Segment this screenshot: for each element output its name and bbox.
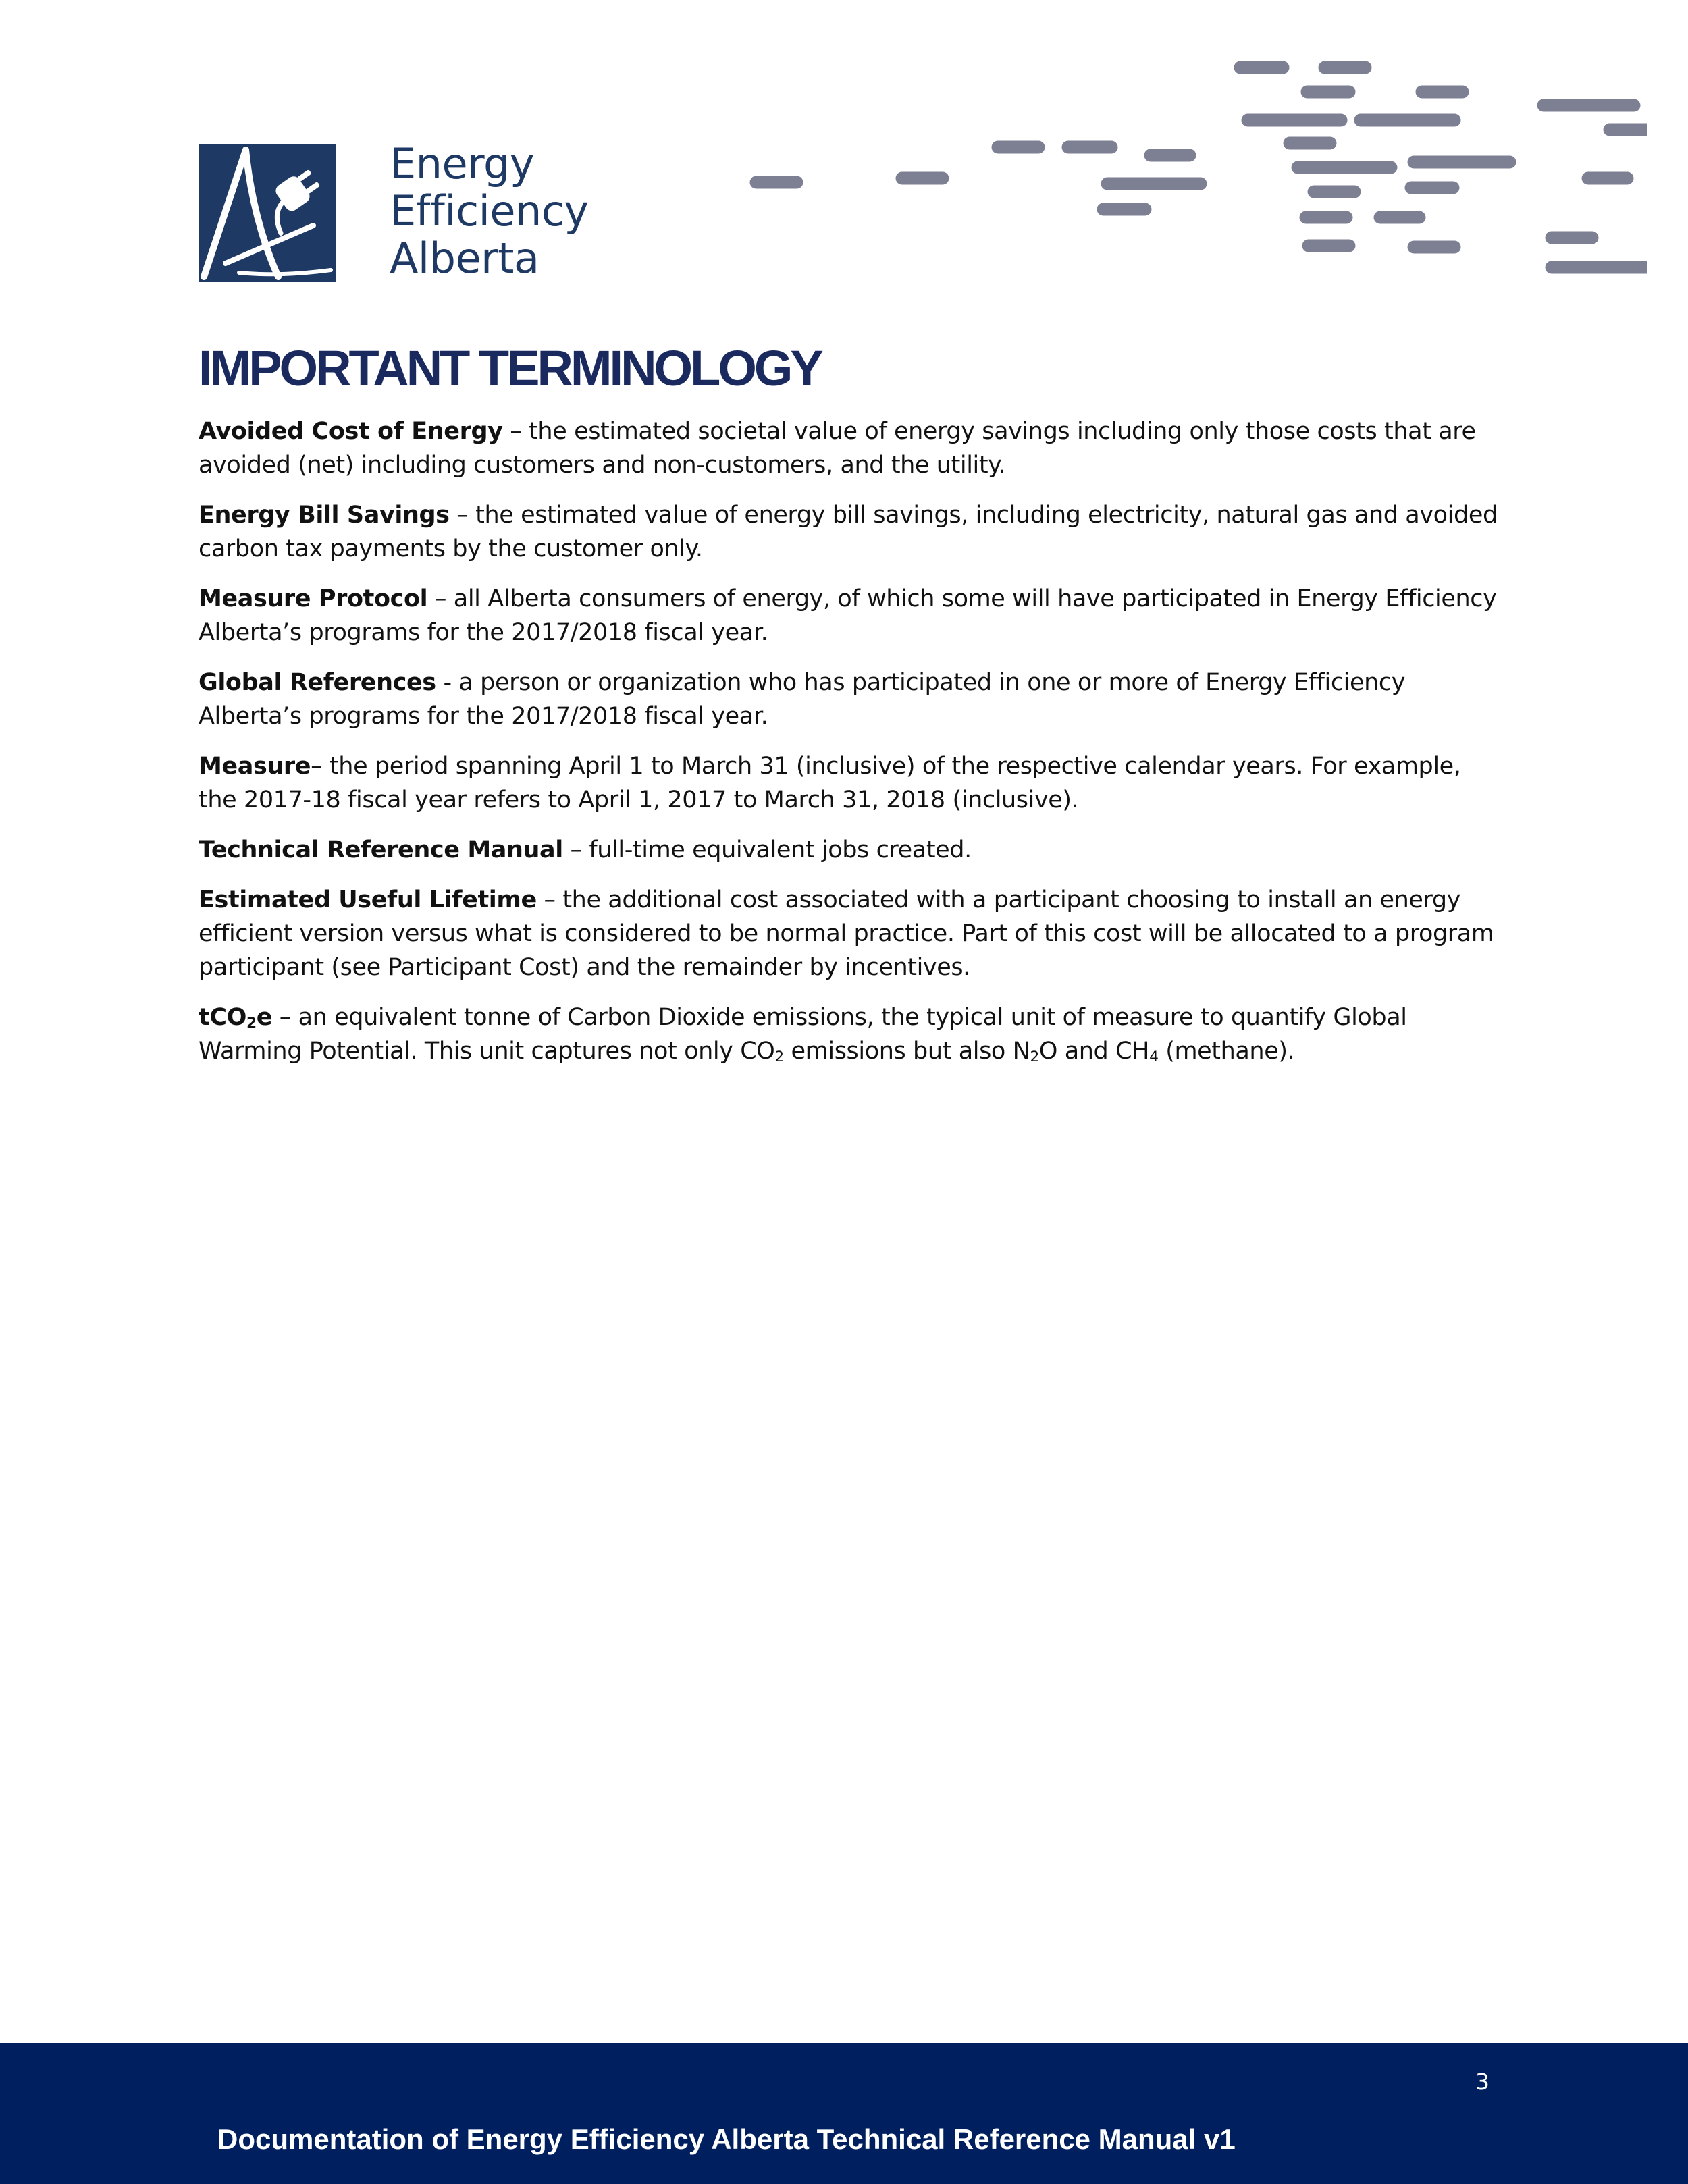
decorative-dash-pattern	[743, 54, 1647, 284]
term-definition: - a person or organization who has participated in one or more of Energy Efficiency Alberta’s programs for the 2017/2018 fiscal year.	[199, 669, 1406, 730]
term-name: Estimated Useful Lifetime	[199, 886, 537, 913]
term-name: tCO2e	[199, 1004, 273, 1032]
term-global-references	[199, 666, 1502, 733]
energy-efficiency-alberta-logo-mark	[199, 144, 336, 282]
logo-line-efficiency: Efficiency	[390, 186, 589, 236]
logo	[199, 139, 604, 283]
term-name: Avoided Cost of Energy	[199, 418, 503, 445]
term-name: Energy Bill Savings	[199, 502, 450, 529]
term-technical-reference-manual	[199, 833, 1502, 867]
term-name: Global References	[199, 669, 436, 696]
term-tco2e	[199, 1001, 1502, 1068]
term-estimated-useful-lifetime	[199, 883, 1502, 984]
term-measure	[199, 749, 1502, 817]
page-title: IMPORTANT TERMINOLOGY	[199, 340, 821, 396]
page-number: 3	[1475, 2069, 1489, 2095]
term-name: Technical Reference Manual	[199, 836, 563, 863]
logo-line-energy: Energy	[390, 139, 535, 188]
term-definition: – full-time equivalent jobs created.	[562, 836, 972, 863]
term-definition: – all Alberta consumers of energy, of which some will have participated in Energy Efficiency Alberta’s programs for the 2017/2018 fiscal year.	[199, 585, 1497, 646]
term-definition: – the period spanning April 1 to March 31 (inclusive) of the respective calendar years. For example, the 2017-18 fiscal year refers to April 1, 2017 to March 31, 2018 (inclusive).	[199, 753, 1461, 814]
page-footer	[0, 2043, 1688, 2184]
term-measure-protocol	[199, 582, 1502, 649]
term-definition: – the estimated value of energy bill savings, including electricity, natural gas and avoided carbon tax payments by the customer only.	[199, 502, 1498, 562]
term-definition: – the additional cost associated with a participant choosing to install an energy efficient version versus what is considered to be normal practice. Part of this cost will be allocated to a program participant (see Participant Cost) and the remainder by incentives.	[199, 886, 1494, 981]
term-avoided-cost-of-energy	[199, 415, 1502, 482]
term-energy-bill-savings	[199, 498, 1502, 566]
term-name: Measure	[199, 753, 311, 780]
term-name: Measure Protocol	[199, 585, 428, 612]
logo-wordmark	[390, 140, 589, 282]
term-definition: – the estimated societal value of energy savings including only those costs that are avoided (net) including customers and non-customers, and the utility.	[199, 418, 1476, 479]
logo-line-alberta: Alberta	[390, 234, 539, 283]
terminology-list	[199, 415, 1502, 1084]
footer-document-title: Documentation of Energy Efficiency Alberta Technical Reference Manual v1	[217, 2123, 1236, 2155]
term-definition: – an equivalent tonne of Carbon Dioxide emissions, the typical unit of measure to quantify Global Warming Potential. This unit captures not only CO2 emissions but also N2O and CH4 (methane).	[199, 1004, 1407, 1065]
